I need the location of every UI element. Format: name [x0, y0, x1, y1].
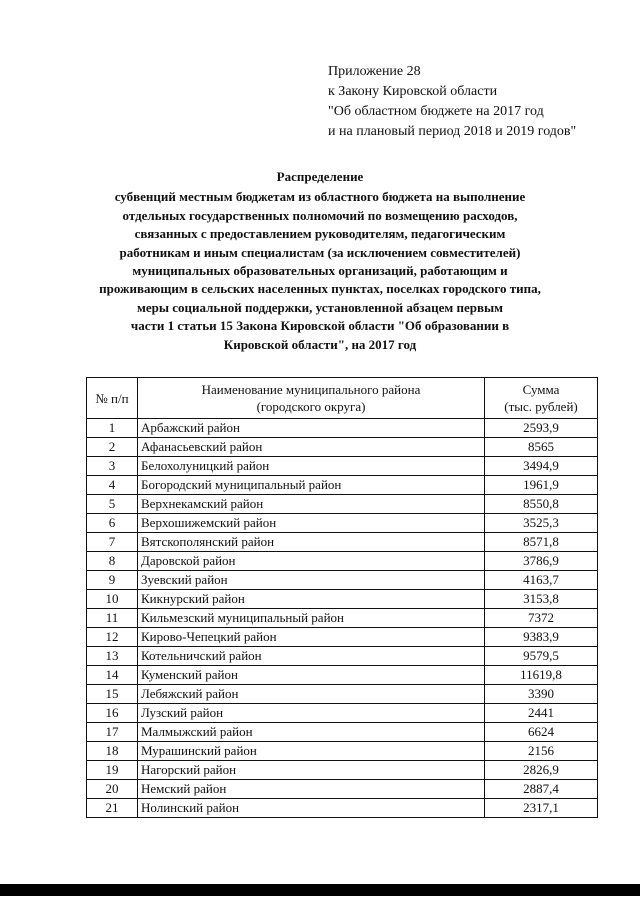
title-line: проживающим в сельских населенных пунктах, поселках городского типа, — [99, 281, 541, 297]
cell-name: Мурашинский район — [138, 742, 485, 761]
cell-sum: 2887,4 — [485, 780, 598, 799]
header-sum-line2: (тыс. рублей) — [504, 399, 578, 414]
cell-sum: 2441 — [485, 704, 598, 723]
table-row — [87, 590, 598, 609]
cell-num: 20 — [87, 780, 138, 799]
cell-num: 6 — [87, 514, 138, 533]
cell-num: 16 — [87, 704, 138, 723]
table-row — [87, 666, 598, 685]
appendix-law: к Закону Кировской области — [328, 84, 498, 99]
header-num: № п/п — [87, 378, 138, 419]
cell-num: 14 — [87, 666, 138, 685]
cell-name: Котельничский район — [138, 647, 485, 666]
cell-sum: 11619,8 — [485, 666, 598, 685]
cell-name: Нагорский район — [138, 761, 485, 780]
cell-name: Кильмезский муниципальный район — [138, 609, 485, 628]
header-name-line1: Наименование муниципального района — [201, 382, 421, 397]
cell-name: Верхошижемский район — [138, 514, 485, 533]
cell-name: Немский район — [138, 780, 485, 799]
cell-name: Кирово-Чепецкий район — [138, 628, 485, 647]
header-name-line2: (городского округа) — [256, 399, 366, 414]
cell-sum: 8565 — [485, 438, 598, 457]
cell-num: 17 — [87, 723, 138, 742]
table-row — [87, 533, 598, 552]
table-row — [87, 495, 598, 514]
title-line: субвенций местным бюджетам из областного бюджета на выполнение — [114, 189, 526, 205]
cell-num: 21 — [87, 799, 138, 818]
table-row — [87, 457, 598, 476]
cell-sum: 3786,9 — [485, 552, 598, 571]
cell-num: 5 — [87, 495, 138, 514]
title-line: работникам и иным специалистам (за исключением совместителей) — [119, 244, 521, 260]
cell-sum: 3525,3 — [485, 514, 598, 533]
cell-name: Даровской район — [138, 552, 485, 571]
cell-name: Вятскополянский район — [138, 533, 485, 552]
table-row — [87, 552, 598, 571]
cell-sum: 3153,8 — [485, 590, 598, 609]
cell-sum: 2317,1 — [485, 799, 598, 818]
table-row — [87, 742, 598, 761]
title-line: отдельных государственных полномочий по возмещению расходов, — [122, 207, 518, 223]
cell-num: 15 — [87, 685, 138, 704]
cell-sum: 6624 — [485, 723, 598, 742]
table-row — [87, 799, 598, 818]
cell-name: Арбажский район — [138, 419, 485, 438]
subventions-table — [86, 377, 598, 818]
table-row — [87, 723, 598, 742]
table-row — [87, 571, 598, 590]
title-line: связанных с предоставлением руководителям, педагогическим — [134, 226, 506, 242]
cell-name: Малмыжский район — [138, 723, 485, 742]
cell-name: Зуевский район — [138, 571, 485, 590]
cell-num: 7 — [87, 533, 138, 552]
cell-sum: 2593,9 — [485, 419, 598, 438]
cell-sum: 9383,9 — [485, 628, 598, 647]
table-row — [87, 476, 598, 495]
cell-num: 3 — [87, 457, 138, 476]
cell-sum: 7372 — [485, 609, 598, 628]
cell-sum: 2156 — [485, 742, 598, 761]
cell-sum: 1961,9 — [485, 476, 598, 495]
cell-name: Лебяжский район — [138, 685, 485, 704]
table-row — [87, 514, 598, 533]
header-sum — [485, 378, 598, 419]
table-row — [87, 704, 598, 723]
table-row — [87, 438, 598, 457]
cell-name: Богородский муниципальный район — [138, 476, 485, 495]
cell-num: 19 — [87, 761, 138, 780]
cell-name: Афанасьевский район — [138, 438, 485, 457]
table-row — [87, 761, 598, 780]
table-row — [87, 419, 598, 438]
title-line: меры социальной поддержки, установленной абзацем первым — [136, 299, 503, 315]
appendix-number: Приложение 28 — [328, 64, 421, 79]
table-header-row — [87, 378, 598, 419]
cell-sum: 8571,8 — [485, 533, 598, 552]
cell-name: Нолинский район — [138, 799, 485, 818]
header-sum-line1: Сумма — [522, 382, 560, 397]
cell-num: 10 — [87, 590, 138, 609]
appendix-law-title: "Об областном бюджете на 2017 год — [328, 104, 544, 119]
table-row — [87, 685, 598, 704]
cell-sum: 9579,5 — [485, 647, 598, 666]
cell-sum: 8550,8 — [485, 495, 598, 514]
cell-sum: 4163,7 — [485, 571, 598, 590]
cell-num: 13 — [87, 647, 138, 666]
cell-sum: 3390 — [485, 685, 598, 704]
table-row — [87, 628, 598, 647]
appendix-block — [328, 62, 576, 142]
table-row — [87, 647, 598, 666]
cell-name: Лузский район — [138, 704, 485, 723]
cell-sum: 3494,9 — [485, 457, 598, 476]
table-row — [87, 609, 598, 628]
cell-name: Белохолуницкий район — [138, 457, 485, 476]
cell-num: 2 — [87, 438, 138, 457]
cell-num: 4 — [87, 476, 138, 495]
cell-num: 12 — [87, 628, 138, 647]
cell-num: 8 — [87, 552, 138, 571]
title-line: муниципальных образовательных организаций, работающим и — [132, 263, 508, 279]
cell-num: 11 — [87, 609, 138, 628]
title-heading: Распределение — [276, 169, 364, 184]
cell-num: 9 — [87, 571, 138, 590]
appendix-period: и на плановый период 2018 и 2019 годов" — [328, 124, 577, 139]
cell-name: Верхнекамский район — [138, 495, 485, 514]
title-line: части 1 статьи 15 Закона Кировской области "Об образовании в — [130, 318, 510, 334]
cell-name: Куменский район — [138, 666, 485, 685]
document-title — [80, 168, 560, 354]
cell-num: 1 — [87, 419, 138, 438]
cell-num: 18 — [87, 742, 138, 761]
title-line: Кировской области", на 2017 год — [223, 336, 417, 352]
table-row — [87, 780, 598, 799]
scan-bottom-border — [0, 884, 640, 896]
header-name — [138, 378, 485, 419]
cell-sum: 2826,9 — [485, 761, 598, 780]
cell-name: Кикнурский район — [138, 590, 485, 609]
